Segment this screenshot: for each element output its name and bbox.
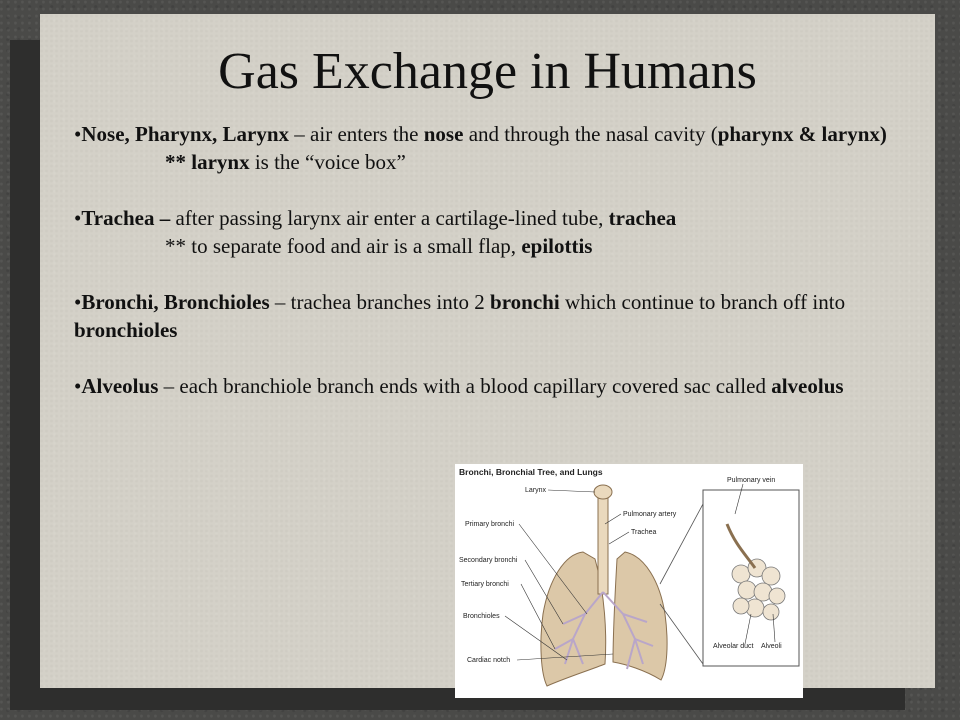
alveoli-cluster: [732, 559, 785, 620]
bullet-trachea: •Trachea – after passing larynx air enter a cartilage-lined tube, trachea: [74, 206, 677, 230]
label-pulmonary-vein: Pulmonary vein: [727, 477, 776, 484]
lungs-diagram: [455, 464, 803, 698]
bullet-nose: •Nose, Pharynx, Larynx – air enters the nose and through the nasal cavity (pharynx & larynx): [74, 122, 887, 146]
slide-body: [74, 120, 904, 400]
larynx-shape: [594, 485, 612, 499]
label-cardiac-notch: Cardiac notch: [467, 657, 511, 664]
label-alveolar-duct: Alveolar duct: [713, 643, 754, 650]
label-tertiary-bronchi: Tertiary bronchi: [461, 581, 509, 588]
label-pulmonary-artery: Pulmonary artery: [623, 511, 677, 518]
slide-title: Gas Exchange in Humans: [218, 43, 757, 100]
alveolar-duct: [727, 524, 755, 568]
bullet-alveolus: •Alveolus – each branchiole branch ends with a blood capillary covered sac called alveolus: [74, 374, 844, 398]
label-bronchioles: Bronchioles: [463, 613, 500, 620]
note-larynx: ** larynx is the “voice box”: [165, 150, 406, 174]
left-lung: [613, 552, 667, 680]
diagram-title: Bronchi, Bronchial Tree, and Lungs: [459, 467, 603, 477]
alveoli-inset-frame: [703, 490, 799, 666]
label-primary-bronchi: Primary bronchi: [465, 521, 515, 528]
label-secondary-bronchi: Secondary bronchi: [459, 557, 518, 564]
label-alveoli: Alveoli: [761, 643, 782, 650]
label-larynx: Larynx: [525, 487, 547, 494]
bullet-bronchi: •Bronchi, Bronchioles – trachea branches into 2 bronchi which continue to branch off into bronchioles: [74, 290, 846, 342]
slide: [40, 14, 935, 688]
trachea-tube: [598, 494, 608, 594]
note-epiglottis: ** to separate food and air is a small flap, epilottis: [165, 234, 593, 258]
label-trachea: Trachea: [631, 529, 657, 536]
